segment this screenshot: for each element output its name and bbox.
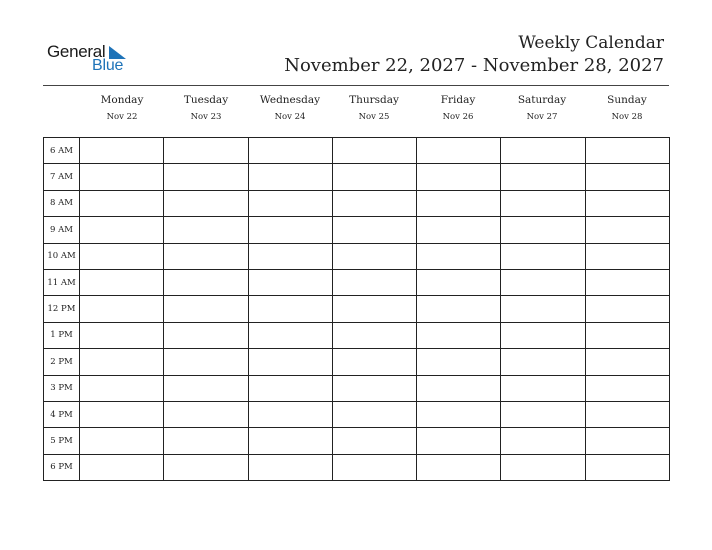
time-label: 6 PM <box>44 454 80 480</box>
day-date: Nov 24 <box>274 112 306 122</box>
day-date: Nov 23 <box>190 112 222 122</box>
day-name: Wednesday <box>259 94 321 106</box>
time-slot-cell[interactable] <box>501 322 585 348</box>
time-row <box>44 349 670 375</box>
time-slot-cell[interactable] <box>417 454 501 480</box>
time-slot-cell[interactable] <box>164 190 248 216</box>
time-slot-cell[interactable] <box>417 322 501 348</box>
time-slot-cell[interactable] <box>585 269 669 295</box>
time-slot-cell[interactable] <box>80 217 164 243</box>
logo-general-text: General <box>47 42 106 61</box>
time-slot-cell[interactable] <box>585 217 669 243</box>
time-slot-cell[interactable] <box>332 269 416 295</box>
time-slot-cell[interactable] <box>248 454 332 480</box>
time-label: 8 AM <box>44 190 80 216</box>
time-slot-cell[interactable] <box>164 428 248 454</box>
day-header-sunday <box>585 93 669 123</box>
time-slot-cell[interactable] <box>80 269 164 295</box>
time-slot-cell[interactable] <box>164 138 248 164</box>
time-slot-cell[interactable] <box>585 428 669 454</box>
time-slot-cell[interactable] <box>332 243 416 269</box>
time-row <box>44 190 670 216</box>
day-name: Friday <box>440 94 476 106</box>
time-label: 4 PM <box>44 401 80 427</box>
time-slot-cell[interactable] <box>80 375 164 401</box>
time-slot-cell[interactable] <box>164 401 248 427</box>
day-date: Nov 27 <box>526 112 558 122</box>
day-header-monday <box>80 93 164 123</box>
time-slot-cell[interactable] <box>501 428 585 454</box>
day-header-saturday <box>500 93 584 123</box>
time-slot-cell[interactable] <box>164 349 248 375</box>
time-label: 7 AM <box>44 164 80 190</box>
day-name: Monday <box>100 94 144 106</box>
header-divider <box>43 85 669 86</box>
time-slot-cell[interactable] <box>80 349 164 375</box>
time-label: 6 AM <box>44 138 80 164</box>
time-slot-cell[interactable] <box>585 401 669 427</box>
time-row <box>44 296 670 322</box>
time-slot-cell[interactable] <box>248 349 332 375</box>
day-date: Nov 26 <box>442 112 474 122</box>
day-date: Nov 25 <box>358 112 390 122</box>
time-slot-cell[interactable] <box>248 190 332 216</box>
time-slot-cell[interactable] <box>585 243 669 269</box>
time-slot-cell[interactable] <box>248 217 332 243</box>
time-slot-cell[interactable] <box>585 138 669 164</box>
time-slot-cell[interactable] <box>585 164 669 190</box>
time-slot-cell[interactable] <box>332 164 416 190</box>
time-slot-cell[interactable] <box>417 269 501 295</box>
time-slot-cell[interactable] <box>248 401 332 427</box>
time-slot-cell[interactable] <box>80 428 164 454</box>
time-slot-cell[interactable] <box>332 428 416 454</box>
time-slot-cell[interactable] <box>332 454 416 480</box>
time-slot-cell[interactable] <box>80 401 164 427</box>
time-slot-cell[interactable] <box>417 375 501 401</box>
time-slot-cell[interactable] <box>585 349 669 375</box>
time-slot-cell[interactable] <box>501 164 585 190</box>
time-row <box>44 401 670 427</box>
generalblue-logo <box>47 42 137 76</box>
time-slot-cell[interactable] <box>248 296 332 322</box>
time-slot-cell[interactable] <box>80 164 164 190</box>
time-row <box>44 375 670 401</box>
time-slot-cell[interactable] <box>417 217 501 243</box>
day-header-thursday <box>332 93 416 123</box>
logo-blue-text: Blue <box>92 57 124 74</box>
time-slot-cell[interactable] <box>501 349 585 375</box>
time-label: 11 AM <box>44 269 80 295</box>
time-slot-cell[interactable] <box>417 428 501 454</box>
time-slot-cell[interactable] <box>248 138 332 164</box>
time-slot-cell[interactable] <box>248 164 332 190</box>
time-slot-cell[interactable] <box>332 217 416 243</box>
time-row <box>44 138 670 164</box>
day-name: Thursday <box>349 94 399 106</box>
time-slot-cell[interactable] <box>80 322 164 348</box>
time-slot-cell[interactable] <box>501 375 585 401</box>
time-slot-cell[interactable] <box>164 269 248 295</box>
time-slot-cell[interactable] <box>585 322 669 348</box>
time-slot-cell[interactable] <box>332 322 416 348</box>
time-label: 5 PM <box>44 428 80 454</box>
time-slot-cell[interactable] <box>248 322 332 348</box>
time-slot-cell[interactable] <box>417 138 501 164</box>
time-row <box>44 243 670 269</box>
time-slot-cell[interactable] <box>80 454 164 480</box>
time-slot-cell[interactable] <box>585 296 669 322</box>
time-slot-cell[interactable] <box>332 138 416 164</box>
time-label: 9 AM <box>44 217 80 243</box>
time-slot-cell[interactable] <box>585 454 669 480</box>
time-slot-cell[interactable] <box>417 349 501 375</box>
time-slot-cell[interactable] <box>80 138 164 164</box>
time-slot-cell[interactable] <box>164 243 248 269</box>
time-slot-cell[interactable] <box>248 375 332 401</box>
time-label: 1 PM <box>44 322 80 348</box>
time-row <box>44 322 670 348</box>
time-slot-cell[interactable] <box>164 217 248 243</box>
day-name: Tuesday <box>183 94 229 106</box>
day-header-tuesday <box>164 93 248 123</box>
time-label: 2 PM <box>44 349 80 375</box>
time-slot-cell[interactable] <box>585 375 669 401</box>
time-label: 12 PM <box>44 296 80 322</box>
time-slot-cell[interactable] <box>248 243 332 269</box>
time-slot-cell[interactable] <box>332 296 416 322</box>
time-slot-cell[interactable] <box>332 190 416 216</box>
time-label: 3 PM <box>44 375 80 401</box>
time-slot-cell[interactable] <box>417 296 501 322</box>
time-slot-cell[interactable] <box>248 428 332 454</box>
time-row <box>44 269 670 295</box>
day-header-friday <box>416 93 500 123</box>
time-slot-cell[interactable] <box>417 401 501 427</box>
time-slot-cell[interactable] <box>80 190 164 216</box>
calendar-grid <box>43 137 670 481</box>
time-slot-cell[interactable] <box>501 190 585 216</box>
time-slot-cell[interactable] <box>501 243 585 269</box>
time-slot-cell[interactable] <box>80 243 164 269</box>
time-slot-cell[interactable] <box>501 296 585 322</box>
time-slot-cell[interactable] <box>164 164 248 190</box>
time-slot-cell[interactable] <box>248 269 332 295</box>
time-slot-cell[interactable] <box>164 375 248 401</box>
time-row <box>44 217 670 243</box>
day-name: Sunday <box>607 94 647 106</box>
time-slot-cell[interactable] <box>332 401 416 427</box>
time-slot-cell[interactable] <box>501 454 585 480</box>
calendar-title: Weekly Calendar <box>518 33 664 53</box>
time-slot-cell[interactable] <box>164 454 248 480</box>
day-date: Nov 22 <box>106 112 138 122</box>
time-slot-cell[interactable] <box>501 401 585 427</box>
date-range: November 22, 2027 - November 28, 2027 <box>284 55 664 76</box>
time-slot-cell[interactable] <box>164 296 248 322</box>
time-row <box>44 454 670 480</box>
time-slot-cell[interactable] <box>332 349 416 375</box>
time-slot-cell[interactable] <box>501 138 585 164</box>
time-slot-cell[interactable] <box>80 296 164 322</box>
time-slot-cell[interactable] <box>417 164 501 190</box>
time-slot-cell[interactable] <box>585 190 669 216</box>
time-slot-cell[interactable] <box>501 217 585 243</box>
time-slot-cell[interactable] <box>417 243 501 269</box>
time-row <box>44 164 670 190</box>
day-name: Saturday <box>517 94 567 106</box>
time-slot-cell[interactable] <box>417 190 501 216</box>
time-slot-cell[interactable] <box>164 322 248 348</box>
time-slot-cell[interactable] <box>501 269 585 295</box>
time-slot-cell[interactable] <box>332 375 416 401</box>
time-label: 10 AM <box>44 243 80 269</box>
day-date: Nov 28 <box>611 112 643 122</box>
day-header-wednesday <box>248 93 332 123</box>
time-row <box>44 428 670 454</box>
